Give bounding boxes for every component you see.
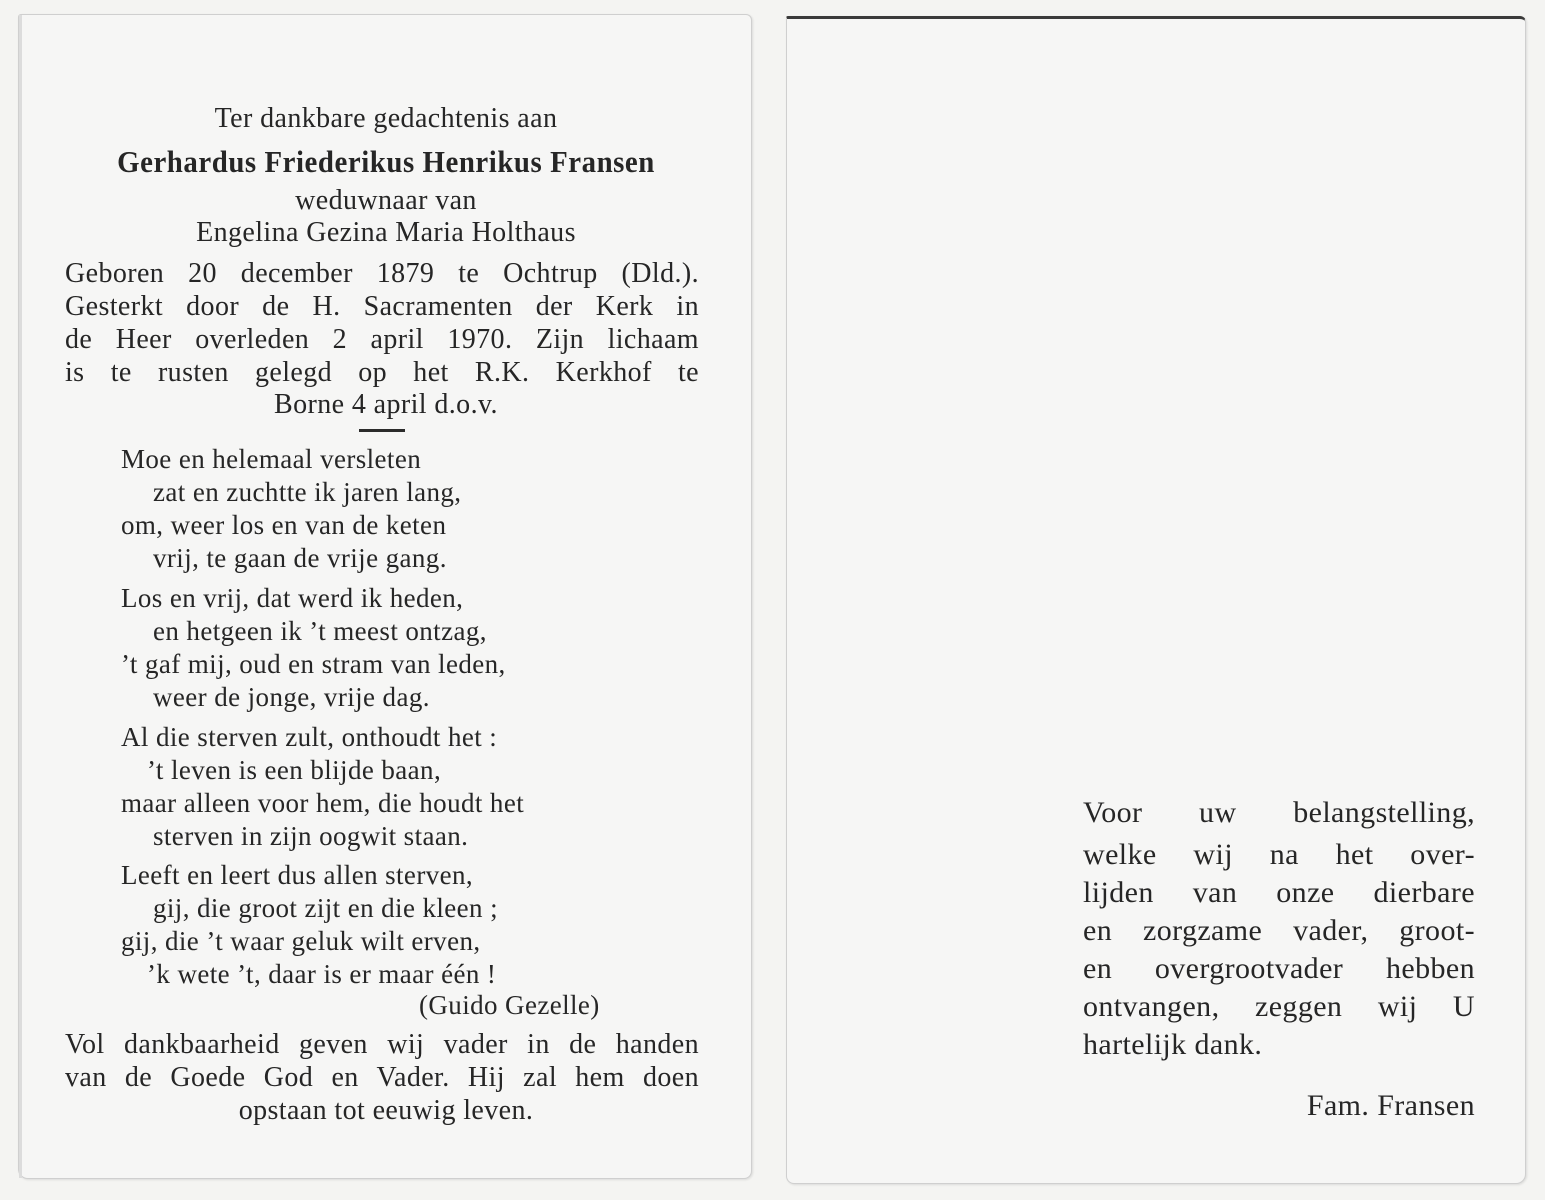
section-divider (359, 429, 405, 432)
bio-line: is te rusten gelegd op het R.K. Kerkhof te (65, 357, 699, 388)
bio-line-last: Borne 4 april d.o.v. (274, 389, 498, 420)
thanks-line: welke wij na het over- (1083, 838, 1475, 871)
thanks-line: en zorgzame vader, groot- (1083, 914, 1475, 947)
closing-line: Vol dankbaarheid geven wij vader in de handen (65, 1029, 699, 1060)
poem-line: gij, die ’t waar geluk wilt erven, (121, 926, 481, 956)
poem-line: Moe en helemaal versleten (121, 444, 422, 474)
bio-line: Geboren 20 december 1879 te Ochtrup (Dld.). (65, 258, 699, 289)
thanks-line: Voor uw belangstelling, (1083, 796, 1475, 829)
poem-line: ’t gaf mij, oud en stram van leden, (121, 649, 506, 679)
closing-line-last: opstaan tot eeuwig leven. (238, 1095, 534, 1126)
poem-line: gij, die groot zijt en die kleen ; (153, 893, 499, 923)
poem-line: weer de jonge, vrije dag. (153, 682, 430, 712)
poem-line: Al die sterven zult, onthoudt het : (121, 722, 498, 752)
poem-line: om, weer los en van de keten (121, 510, 447, 540)
memorial-card-back (786, 16, 1526, 1184)
poem-line: en hetgeen ik ’t meest ontzag, (153, 616, 487, 646)
poem-line: vrij, te gaan de vrije gang. (153, 543, 447, 573)
closing-line: van de Goede God en Vader. Hij zal hem doen (65, 1062, 699, 1093)
spouse-name: Engelina Gezina Maria Holthaus (196, 217, 576, 248)
bio-line: de Heer overleden 2 april 1970. Zijn lichaam (65, 324, 699, 355)
poem-line: Los en vrij, dat werd ik heden, (121, 583, 464, 613)
bio-line: Gesterkt door de H. Sacramenten der Kerk in (65, 291, 699, 322)
family-signature: Fam. Fransen (1306, 1089, 1475, 1122)
poem-line: maar alleen voor hem, die houdt het (121, 788, 525, 818)
thanks-line: en overgrootvader hebben (1083, 952, 1475, 985)
thanks-line: ontvangen, zeggen wij U (1083, 990, 1475, 1023)
poem-line: zat en zuchtte ik jaren lang, (153, 477, 462, 507)
relation-text: weduwnaar van (295, 185, 477, 216)
poem-line: ’t leven is een blijde baan, (147, 755, 442, 785)
thanks-line: lijden van onze dierbare (1083, 876, 1475, 909)
poem-line: sterven in zijn oogwit staan. (153, 821, 469, 851)
poem-line: Leeft en leert dus allen sterven, (121, 860, 474, 890)
intro-text: Ter dankbare gedachtenis aan (214, 103, 558, 134)
poem-author: (Guido Gezelle) (419, 990, 600, 1020)
thanks-line-last: hartelijk dank. (1083, 1028, 1263, 1061)
memorial-card-front (18, 14, 752, 1179)
deceased-name: Gerhardus Friederikus Henrikus Fransen (117, 144, 655, 179)
poem-line: ’k wete ’t, daar is er maar één ! (147, 959, 497, 989)
